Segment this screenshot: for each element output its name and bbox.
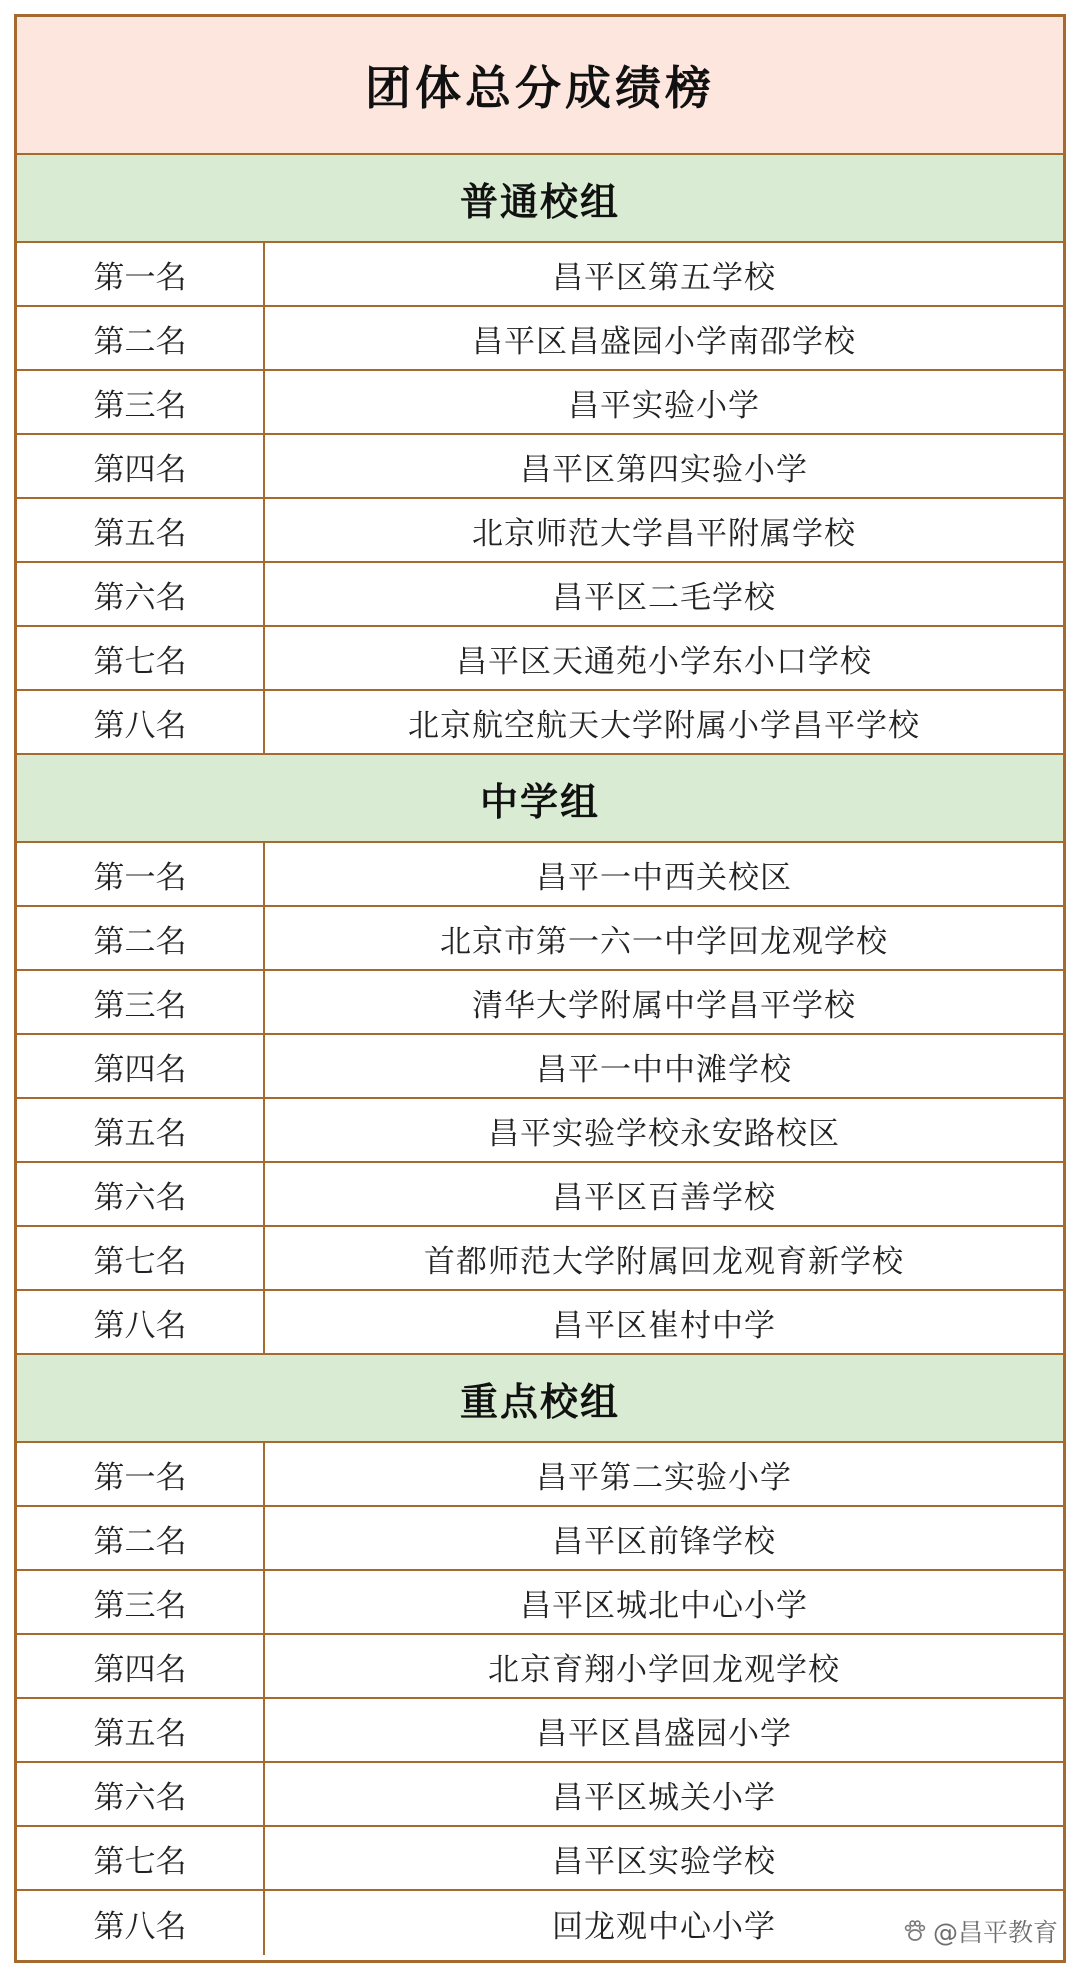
table-row	[17, 1163, 1063, 1227]
school-cell: 清华大学附属中学昌平学校	[472, 987, 856, 1024]
rank-cell: 第三名	[17, 971, 265, 1033]
school-cell: 昌平区第五学校	[552, 259, 776, 296]
table-row	[17, 843, 1063, 907]
school-cell: 昌平一中中滩学校	[536, 1051, 792, 1088]
school-cell: 北京航空航天大学附属小学昌平学校	[408, 707, 920, 744]
rank-cell: 第八名	[17, 1891, 265, 1955]
rank-cell: 第七名	[17, 1827, 265, 1889]
group-header	[17, 155, 1063, 243]
rank-cell: 第六名	[17, 563, 265, 625]
table-row	[17, 1699, 1063, 1763]
rank-cell: 第八名	[17, 691, 265, 753]
table-row	[17, 499, 1063, 563]
rank-cell: 第四名	[17, 1035, 265, 1097]
rank-cell: 第七名	[17, 1227, 265, 1289]
watermark-text: @昌平教育	[932, 1918, 1058, 1947]
group-header	[17, 755, 1063, 843]
school-cell: 北京市第一六一中学回龙观学校	[440, 923, 888, 960]
rank-cell: 第四名	[17, 435, 265, 497]
school-cell: 首都师范大学附属回龙观育新学校	[424, 1243, 904, 1280]
rank-cell: 第四名	[17, 1635, 265, 1697]
rank-cell: 第二名	[17, 907, 265, 969]
school-cell: 昌平实验学校永安路校区	[488, 1115, 840, 1152]
table-row	[17, 1443, 1063, 1507]
rank-cell: 第三名	[17, 1571, 265, 1633]
group-name: 重点校组	[459, 1378, 620, 1424]
school-cell: 昌平区城北中心小学	[520, 1587, 808, 1624]
table-row	[17, 1763, 1063, 1827]
table-row	[17, 1635, 1063, 1699]
school-cell: 昌平区第四实验小学	[520, 451, 808, 488]
table-row	[17, 371, 1063, 435]
title-row	[17, 17, 1063, 155]
group-header	[17, 1355, 1063, 1443]
school-cell: 北京育翔小学回龙观学校	[488, 1651, 840, 1688]
table-row	[17, 691, 1063, 755]
rank-cell: 第六名	[17, 1163, 265, 1225]
group-name: 中学组	[479, 778, 600, 824]
rank-cell: 第一名	[17, 843, 265, 905]
table-row	[17, 1507, 1063, 1571]
page-title: 团体总分成绩榜	[365, 61, 715, 115]
table-row	[17, 1035, 1063, 1099]
paw-icon	[901, 1917, 929, 1945]
rank-cell: 第八名	[17, 1291, 265, 1353]
rank-cell: 第二名	[17, 1507, 265, 1569]
rank-cell: 第七名	[17, 627, 265, 689]
table-row	[17, 1291, 1063, 1355]
school-cell: 昌平实验小学	[568, 387, 760, 424]
rank-cell: 第五名	[17, 1099, 265, 1161]
table-row	[17, 243, 1063, 307]
watermark	[901, 1913, 1058, 1949]
rank-cell: 第三名	[17, 371, 265, 433]
table-row	[17, 907, 1063, 971]
ranking-table	[14, 14, 1066, 1963]
school-cell: 昌平区实验学校	[552, 1843, 776, 1880]
school-cell: 昌平区二毛学校	[552, 579, 776, 616]
table-row	[17, 307, 1063, 371]
school-cell: 昌平一中西关校区	[536, 859, 792, 896]
table-row	[17, 1227, 1063, 1291]
table-row	[17, 627, 1063, 691]
school-cell: 昌平区前锋学校	[552, 1523, 776, 1560]
rank-cell: 第六名	[17, 1763, 265, 1825]
table-row	[17, 1827, 1063, 1891]
group-name: 普通校组	[459, 178, 620, 224]
school-cell: 回龙观中心小学	[552, 1908, 776, 1945]
school-cell: 昌平区百善学校	[552, 1179, 776, 1216]
school-cell: 昌平第二实验小学	[536, 1459, 792, 1496]
school-cell: 昌平区天通苑小学东小口学校	[456, 643, 872, 680]
table-row	[17, 1571, 1063, 1635]
school-cell: 北京师范大学昌平附属学校	[472, 515, 856, 552]
table-row	[17, 563, 1063, 627]
school-cell: 昌平区城关小学	[552, 1779, 776, 1816]
table-row	[17, 971, 1063, 1035]
rank-cell: 第一名	[17, 243, 265, 305]
rank-cell: 第二名	[17, 307, 265, 369]
rank-cell: 第五名	[17, 1699, 265, 1761]
table-row	[17, 1099, 1063, 1163]
table-row	[17, 435, 1063, 499]
school-cell: 昌平区昌盛园小学南邵学校	[472, 323, 856, 360]
rank-cell: 第一名	[17, 1443, 265, 1505]
school-cell: 昌平区昌盛园小学	[536, 1715, 792, 1752]
rank-cell: 第五名	[17, 499, 265, 561]
school-cell: 昌平区崔村中学	[552, 1307, 776, 1344]
